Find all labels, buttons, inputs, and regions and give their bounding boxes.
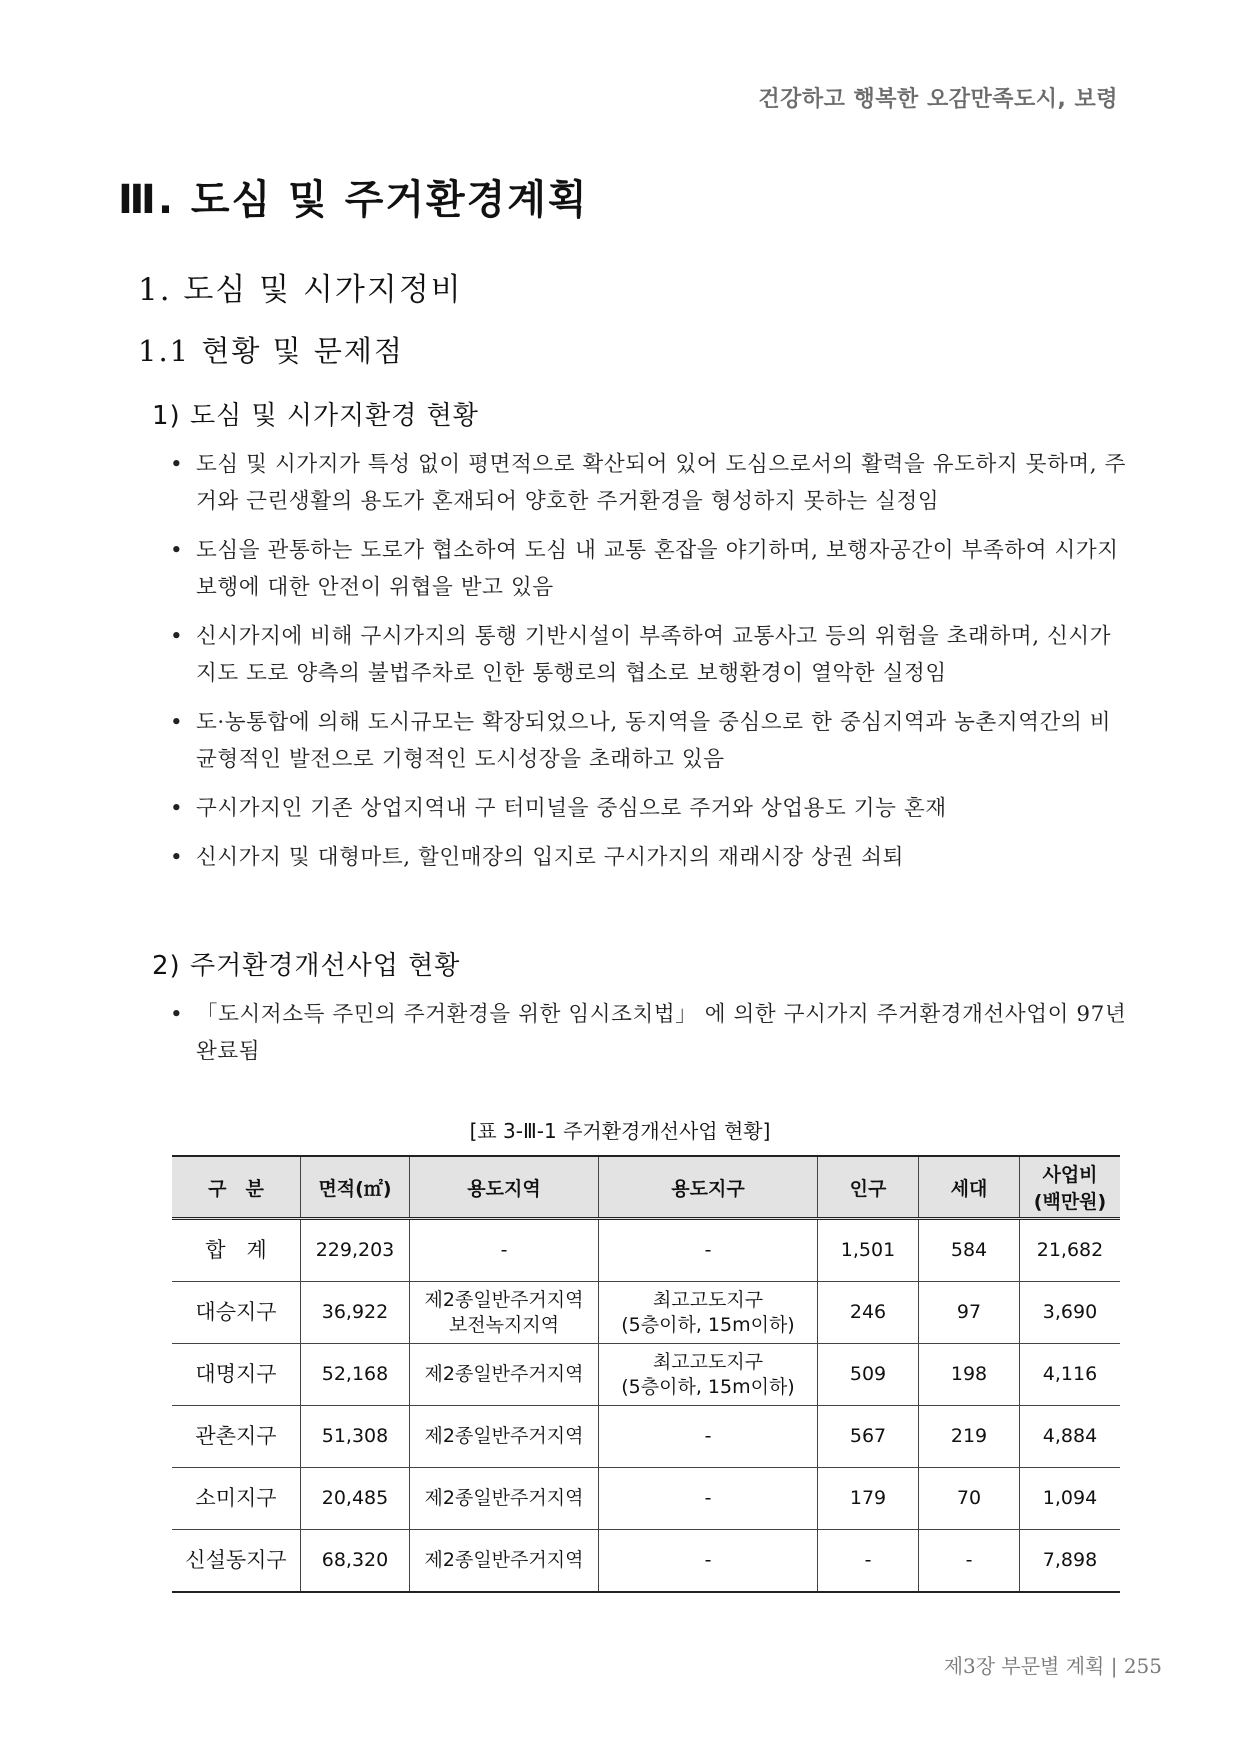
table-cell: 509 bbox=[818, 1344, 919, 1406]
table-row bbox=[172, 1468, 1120, 1530]
page-footer: 제3장 부문별 계획 | 255 bbox=[943, 1654, 1162, 1678]
table-cell: - bbox=[599, 1406, 818, 1468]
row-label-cell: 관촌지구 bbox=[172, 1406, 301, 1468]
col-header-area: 면적(㎡) bbox=[301, 1156, 410, 1219]
bullet-dot-icon: • bbox=[170, 452, 184, 477]
table-cell: 36,922 bbox=[301, 1282, 410, 1344]
table-cell: - bbox=[818, 1530, 919, 1593]
table-cell: 229,203 bbox=[301, 1219, 410, 1282]
table-header-row bbox=[172, 1156, 1120, 1219]
table-cell: 1,094 bbox=[1020, 1468, 1121, 1530]
bullet-dot-icon: • bbox=[170, 796, 184, 821]
row-label-cell: 신설동지구 bbox=[172, 1530, 301, 1593]
list-item: • 신시가지 및 대형마트, 할인매장의 입지로 구시가지의 재래시장 상권 쇠퇴 bbox=[170, 839, 1130, 876]
row-label-cell: 대명지구 bbox=[172, 1344, 301, 1406]
table-cell: 최고고도지구 (5층이하, 15m이하) bbox=[599, 1282, 818, 1344]
table-cell: 제2종일반주거지역 보전녹지지역 bbox=[410, 1282, 599, 1344]
table-row bbox=[172, 1406, 1120, 1468]
bullet-dot-icon: • bbox=[170, 538, 184, 563]
table-cell: 4,884 bbox=[1020, 1406, 1121, 1468]
list-item: • 구시가지인 기존 상업지역내 구 터미널을 중심으로 주거와 상업용도 기능 혼재 bbox=[170, 790, 1130, 827]
table-cell: 제2종일반주거지역 bbox=[410, 1468, 599, 1530]
table-row bbox=[172, 1219, 1120, 1282]
part1-heading: 1) 도심 및 시가지환경 현황 bbox=[152, 401, 479, 431]
table-cell: 제2종일반주거지역 bbox=[410, 1344, 599, 1406]
table-row bbox=[172, 1282, 1120, 1344]
table-cell: 7,898 bbox=[1020, 1530, 1121, 1593]
table-cell: 246 bbox=[818, 1282, 919, 1344]
row-label-cell: 대승지구 bbox=[172, 1282, 301, 1344]
list-item: • 도·농통합에 의해 도시규모는 확장되었으나, 동지역을 중심으로 한 중심지역과 농촌지역간의 비균형적인 발전으로 기형적인 도시성장을 초래하고 있음 bbox=[170, 704, 1130, 778]
table-cell: 68,320 bbox=[301, 1530, 410, 1593]
table-cell: 567 bbox=[818, 1406, 919, 1468]
table-cell: 4,116 bbox=[1020, 1344, 1121, 1406]
table-cell: - bbox=[599, 1219, 818, 1282]
table-cell: - bbox=[410, 1219, 599, 1282]
list-item: • 도심을 관통하는 도로가 협소하여 도심 내 교통 혼잡을 야기하며, 보행자공간이 부족하여 시가지 보행에 대한 안전이 위협을 받고 있음 bbox=[170, 532, 1130, 606]
table-cell: 51,308 bbox=[301, 1406, 410, 1468]
table-cell: 20,485 bbox=[301, 1468, 410, 1530]
housing-improvement-table bbox=[172, 1155, 1120, 1593]
table-cell: 52,168 bbox=[301, 1344, 410, 1406]
list-item: • 도심 및 시가지가 특성 없이 평면적으로 확산되어 있어 도심으로서의 활력을 유도하지 못하며, 주거와 근린생활의 용도가 혼재되어 양호한 주거환경을 형성하지 못하는 실정임 bbox=[170, 446, 1130, 520]
table-cell: 97 bbox=[919, 1282, 1020, 1344]
row-label-cell: 합 계 bbox=[172, 1219, 301, 1282]
col-header-households: 세대 bbox=[919, 1156, 1020, 1219]
part2-heading: 2) 주거환경개선사업 현황 bbox=[152, 951, 461, 981]
chapter-title: Ⅲ. 도심 및 주거환경계획 bbox=[118, 177, 589, 223]
table-body bbox=[172, 1219, 1120, 1593]
table-cell: - bbox=[599, 1530, 818, 1593]
running-header: 건강하고 행복한 오감만족도시, 보령 bbox=[758, 87, 1118, 112]
bullet-dot-icon: • bbox=[170, 710, 184, 735]
table-cell: 제2종일반주거지역 bbox=[410, 1406, 599, 1468]
table-cell: 70 bbox=[919, 1468, 1020, 1530]
table-cell: 3,690 bbox=[1020, 1282, 1121, 1344]
part1-bullet-list bbox=[170, 446, 1130, 888]
section-title: 1. 도심 및 시가지정비 bbox=[138, 272, 463, 308]
bullet-dot-icon: • bbox=[170, 624, 184, 649]
bullet-dot-icon: • bbox=[170, 845, 184, 870]
table-cell: - bbox=[919, 1530, 1020, 1593]
table-row bbox=[172, 1344, 1120, 1406]
col-header-division: 구 분 bbox=[172, 1156, 301, 1219]
col-header-project-cost: 사업비 (백만원) bbox=[1020, 1156, 1121, 1219]
list-item: • 신시가지에 비해 구시가지의 통행 기반시설이 부족하여 교통사고 등의 위험을 초래하며, 신시가지도 도로 양측의 불법주차로 인한 통행로의 협소로 보행환경이 열악한 실정임 bbox=[170, 618, 1130, 692]
table-cell: - bbox=[599, 1468, 818, 1530]
table-cell: 198 bbox=[919, 1344, 1020, 1406]
table-cell: 제2종일반주거지역 bbox=[410, 1530, 599, 1593]
table-row bbox=[172, 1530, 1120, 1593]
table-cell: 219 bbox=[919, 1406, 1020, 1468]
col-header-use-district: 용도지구 bbox=[599, 1156, 818, 1219]
list-item: • 「도시저소득 주민의 주거환경을 위한 임시조치법」 에 의한 구시가지 주거환경개선사업이 97년 완료됨 bbox=[170, 996, 1130, 1070]
table-cell: 179 bbox=[818, 1468, 919, 1530]
table-caption: [표 3-Ⅲ-1 주거환경개선사업 현황] bbox=[469, 1119, 771, 1143]
row-label-cell: 소미지구 bbox=[172, 1468, 301, 1530]
col-header-use-zone: 용도지역 bbox=[410, 1156, 599, 1219]
table-cell: 최고고도지구 (5층이하, 15m이하) bbox=[599, 1344, 818, 1406]
col-header-population: 인구 bbox=[818, 1156, 919, 1219]
bullet-dot-icon: • bbox=[170, 1002, 184, 1027]
table-cell: 1,501 bbox=[818, 1219, 919, 1282]
subsection-title: 1.1 현황 및 문제점 bbox=[138, 334, 404, 368]
table-cell: 584 bbox=[919, 1219, 1020, 1282]
part2-bullet-list bbox=[170, 996, 1130, 1082]
table-cell: 21,682 bbox=[1020, 1219, 1121, 1282]
